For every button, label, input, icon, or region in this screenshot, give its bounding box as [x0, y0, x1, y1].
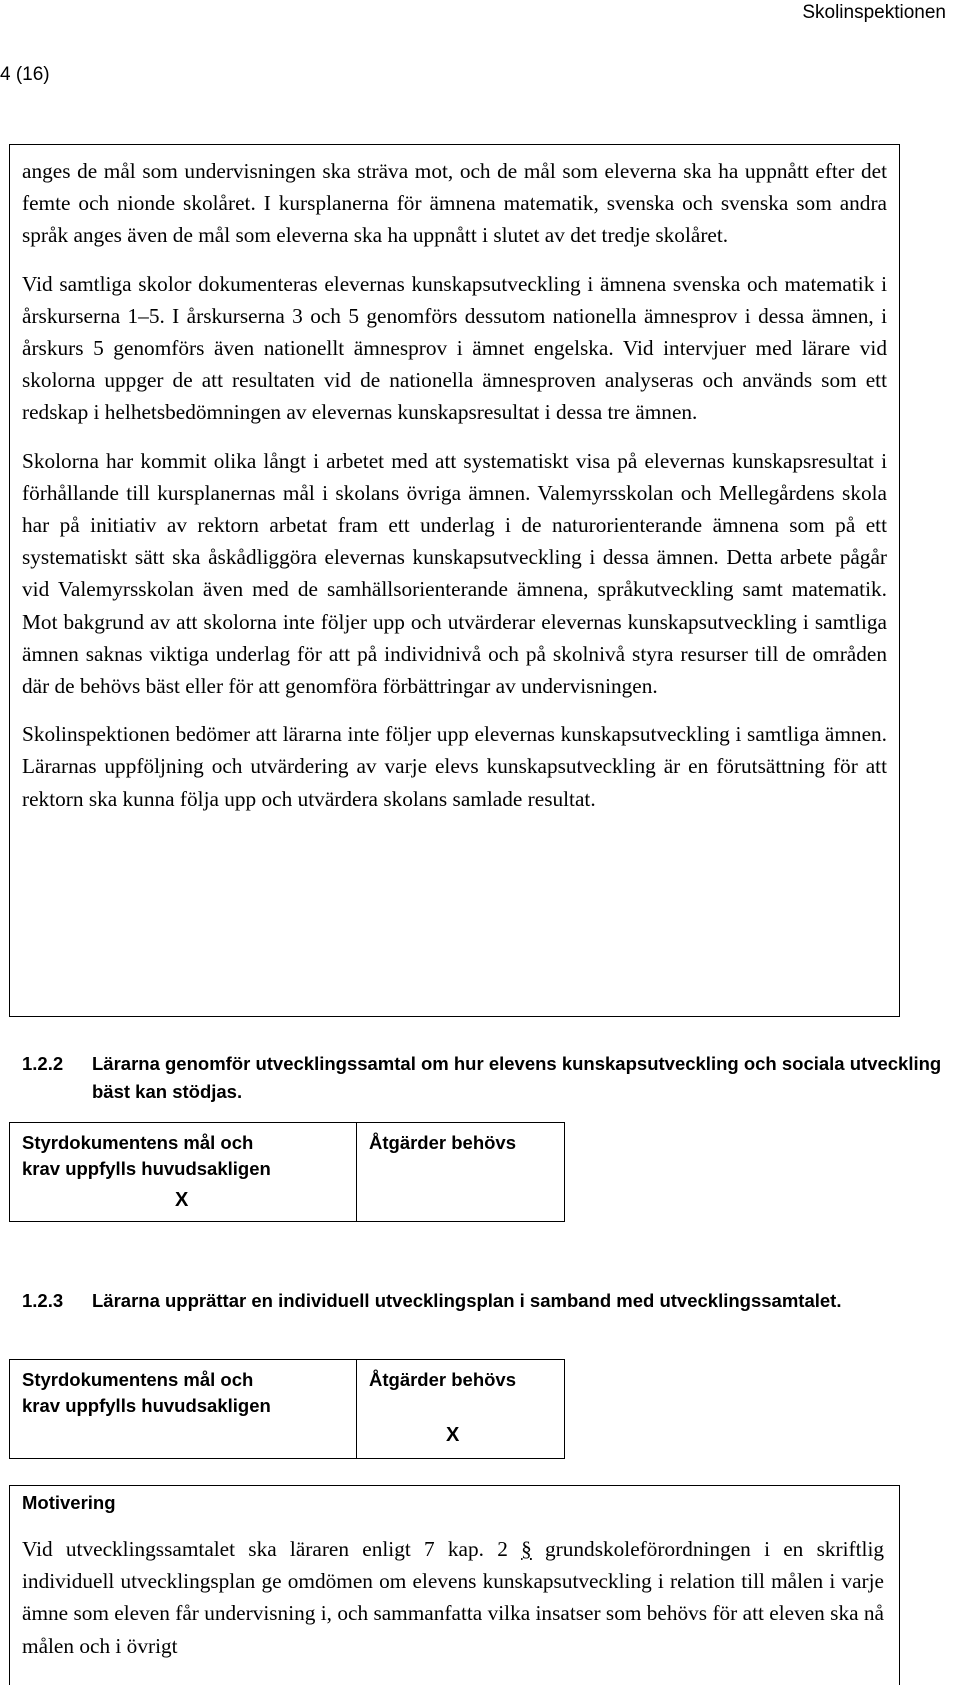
header-org: Skolinspektionen [802, 2, 946, 23]
checked-mark: X [175, 1189, 189, 1211]
paragraph-symbol: § [521, 1537, 532, 1561]
fulfilled-cell [10, 1123, 357, 1222]
section-number: 1.2.3 [22, 1290, 64, 1311]
section-title: Lärarna upprättar en individuell utvecklingsplan i samband med utvecklingssamtalet. [92, 1290, 842, 1311]
section-number: 1.2.2 [22, 1053, 64, 1074]
paragraph: Skolorna har kommit olika långt i arbetet med att systematiskt visa på elevernas kunskapsresultat i förhållande till kursplanernas mål i skolans övriga ämnen. Valemyrsskolan och Mellegårdens skola har på initiativ av rektorn arbetat fram ett underlag i de naturorienterande ämnena som på ett systematiskt sätt ska åskådliggöra elevernas kunskapsutveckling i dessa ämnen. Detta arbete pågår vid Valemyrsskolan även med de samhällsorienterande ämnena, språkutveckling samt matematik. Mot bakgrund av att skolorna inte följer upp och utvärderar elevernas kunskapsutveckling i samtliga ämnen saknas viktiga underlag för att på individnivå och på skolnivå styra resurser till de områden där de behövs bäst eller för att genomföra förbättringar av undervisningen. [22, 448, 887, 699]
fulfilled-label: Styrdokumentens mål och [22, 1369, 254, 1390]
motivation-box [9, 1485, 900, 1685]
assessment-table-1-2-3 [9, 1359, 565, 1459]
section-heading-1-2-3 [22, 1287, 944, 1315]
fulfilled-label: krav uppfylls huvudsakligen [22, 1395, 271, 1416]
assessment-text-box [9, 144, 900, 1017]
page-number: 4 (16) [0, 64, 50, 85]
fulfilled-cell [10, 1360, 357, 1459]
action-needed-label: Åtgärder behövs [369, 1132, 517, 1153]
motivation-title: Motivering [22, 1492, 116, 1513]
assessment-table-1-2-2 [9, 1122, 565, 1222]
checked-mark: X [446, 1424, 460, 1446]
motivation-text: Vid utvecklingssamtalet ska läraren enligt 7 kap. 2 § grundskoleförordningen i en skriftlig individuell utvecklingsplan ge omdömen om elevens kunskapsutveckling i relation till målen i varje ämne som eleven får undervisning i, och sammanfatta vilka insatser som behövs för att eleven ska nå målen och i övrigt [22, 1537, 885, 1658]
fulfilled-label: krav uppfylls huvudsakligen [22, 1158, 271, 1179]
action-needed-cell [357, 1360, 565, 1459]
section-heading-1-2-2 [22, 1050, 944, 1106]
section-title: Lärarna genomför utvecklingssamtal om hur elevens kunskapsutveckling och sociala utveckling bäst kan stödjas. [92, 1053, 942, 1102]
fulfilled-label: Styrdokumentens mål och [22, 1132, 254, 1153]
paragraph: Skolinspektionen bedömer att lärarna inte följer upp elevernas kunskapsutveckling i samtliga ämnen. Lärarnas uppföljning och utvärdering av varje elevs kunskapsutveckling är en förutsättning för att rektorn ska kunna följa upp och utvärdera skolans samlade resultat. [22, 722, 887, 811]
paragraph: anges de mål som undervisningen ska sträva mot, och de mål som eleverna ska ha uppnått efter det femte och nionde skolåret. I kursplanerna för ämnena matematik, svenska och svenska som andra språk anges även de mål som eleverna ska ha uppnått i slutet av det tredje skolåret. [22, 159, 887, 248]
paragraph: Vid samtliga skolor dokumenteras elevernas kunskapsutveckling i ämnena svenska och matematik i årskurserna 1–5. I årskurserna 3 och 5 genomförs dessutom nationella ämnesprov i dessa ämnen, i årskurs 5 genomförs även nationellt ämnesprov i ämnet engelska. Vid intervjuer med lärare vid skolorna uppger de att resultaten vid de nationella ämnesproven analyseras och används som ett redskap i helhetsbedömningen av elevernas kunskapsresultat i dessa tre ämnen. [22, 271, 887, 425]
action-needed-cell [357, 1123, 565, 1222]
action-needed-label: Åtgärder behövs [369, 1369, 517, 1390]
